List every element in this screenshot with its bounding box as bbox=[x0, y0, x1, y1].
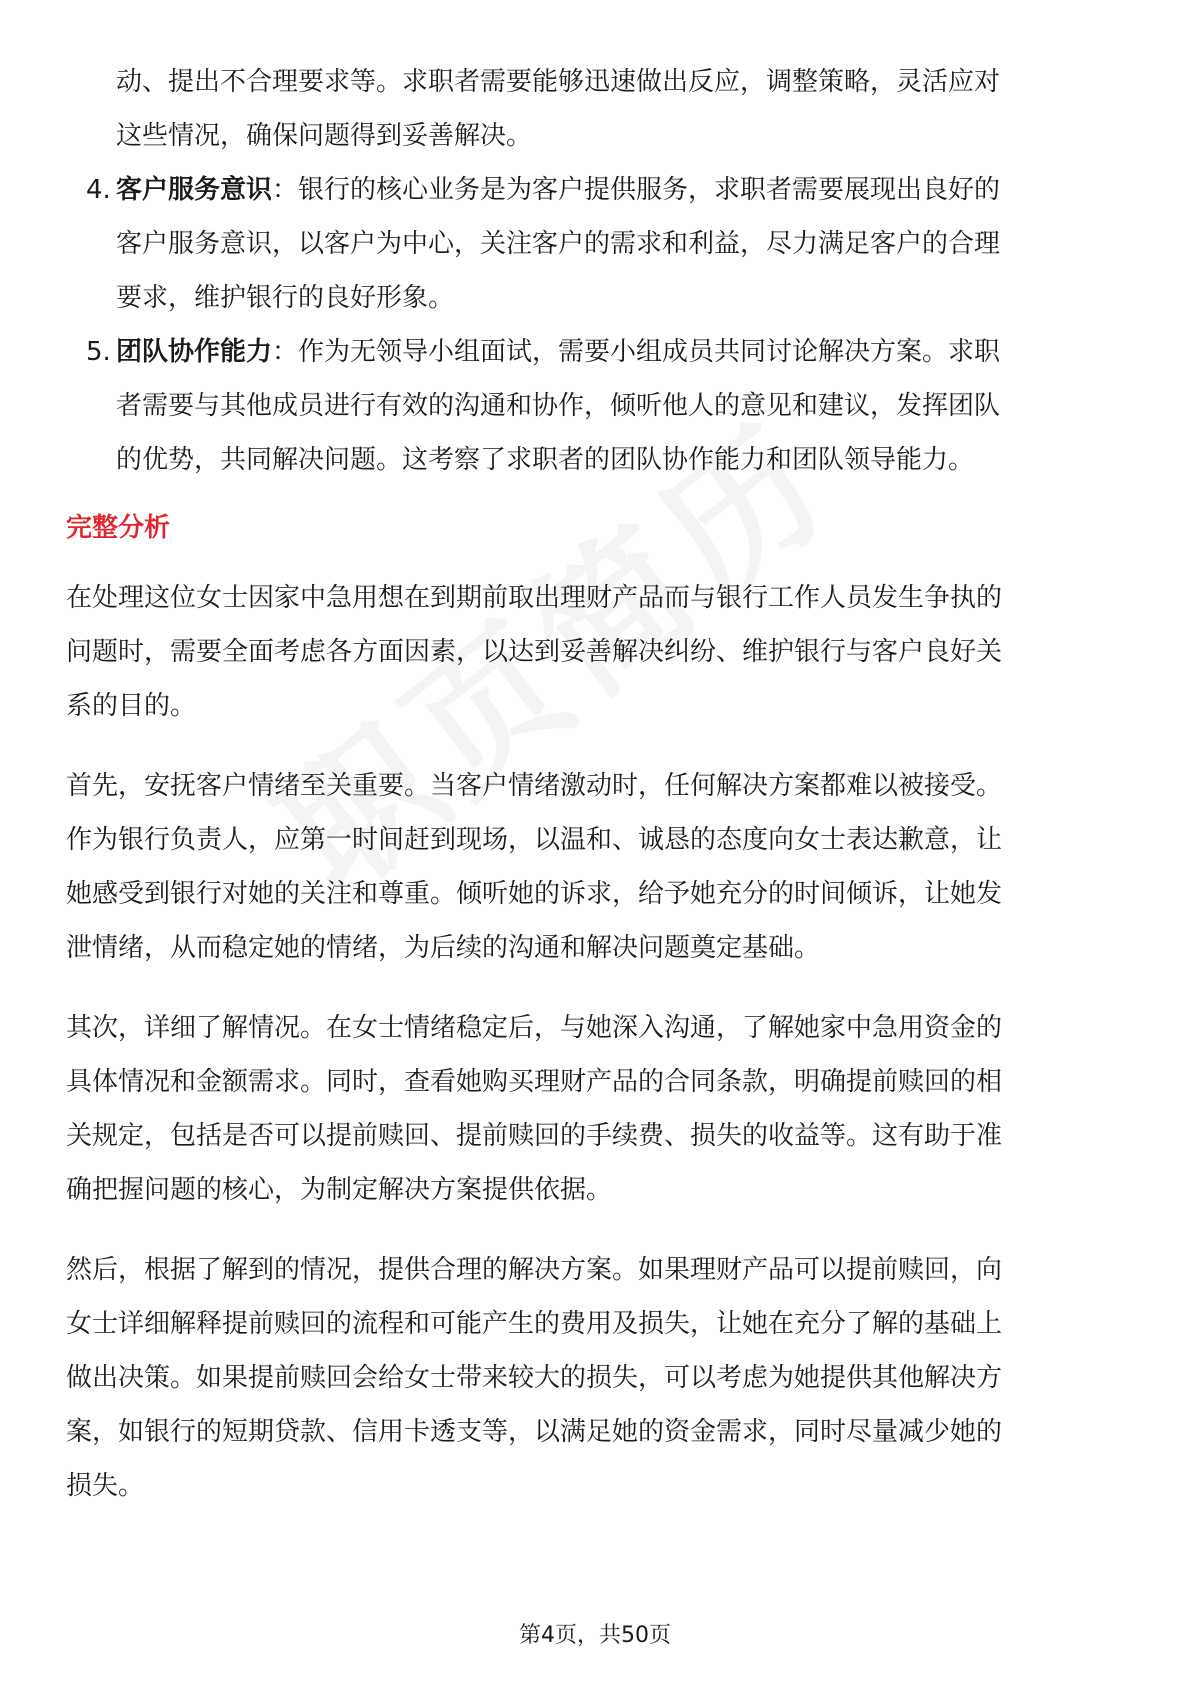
text-line: 客户服务意识，以客户为中心，关注客户的需求和利益，尽力满足客户的合理 bbox=[116, 229, 1001, 259]
text-line: 女士详细解释提前赎回的流程和可能产生的费用及损失，让她在充分了解的基础上 bbox=[66, 1309, 1003, 1339]
text-line: 首先，安抚客户情绪至关重要。当客户情绪激动时，任何解决方案都难以被接受。 bbox=[66, 771, 1003, 801]
text-line: 作为银行负责人，应第一时间赶到现场，以温和、诚恳的态度向女士表达歉意，让 bbox=[66, 825, 1003, 855]
text-line: 做出决策。如果提前赎回会给女士带来较大的损失，可以考虑为她提供其他解决方 bbox=[66, 1363, 1003, 1393]
list-item-title: 团队协作能力 bbox=[116, 337, 273, 367]
text-line: 泄情绪，从而稳定她的情绪，为后续的沟通和解决问题奠定基础。 bbox=[66, 933, 821, 963]
list-item-4 bbox=[116, 172, 1000, 208]
text-line: 的优势，共同解决问题。这考察了求职者的团队协作能力和团队领导能力。 bbox=[116, 445, 975, 475]
text-line: 确把握问题的核心，为制定解决方案提供依据。 bbox=[66, 1175, 613, 1205]
text-line: 损失。 bbox=[66, 1471, 145, 1501]
text-line: 这些情况，确保问题得到妥善解决。 bbox=[116, 121, 533, 151]
text-line: 要求，维护银行的良好形象。 bbox=[116, 283, 455, 313]
text-line: 案，如银行的短期贷款、信用卡透支等，以满足她的资金需求，同时尽量减少她的 bbox=[66, 1417, 1003, 1447]
text-line: 者需要与其他成员进行有效的沟通和协作，倾听他人的意见和建议，发挥团队 bbox=[116, 391, 1001, 421]
page-footer: 第4页，共50页 bbox=[519, 1623, 671, 1648]
list-item-text: ：作为无领导小组面试，需要小组成员共同讨论解决方案。求职 bbox=[272, 337, 1001, 367]
section-heading: 完整分析 bbox=[66, 513, 171, 543]
list-item-5 bbox=[116, 334, 1000, 370]
text-line: 问题时，需要全面考虑各方面因素，以达到妥善解决纠纷、维护银行与客户良好关 bbox=[66, 637, 1003, 667]
text-line: 在处理这位女士因家中急用想在到期前取出理财产品而与银行工作人员发生争执的 bbox=[66, 583, 1003, 613]
text-line: 系的目的。 bbox=[66, 691, 197, 721]
text-line: 动、提出不合理要求等。求职者需要能够迅速做出反应，调整策略，灵活应对 bbox=[116, 67, 1001, 97]
list-item-text: ：银行的核心业务是为客户提供服务，求职者需要展现出良好的 bbox=[272, 175, 1001, 205]
text-line: 关规定，包括是否可以提前赎回、提前赎回的手续费、损失的收益等。这有助于准 bbox=[66, 1121, 1003, 1151]
list-item-title: 客户服务意识 bbox=[116, 175, 273, 205]
list-number: 4. bbox=[86, 175, 111, 205]
text-line: 她感受到银行对她的关注和尊重。倾听她的诉求，给予她充分的时间倾诉，让她发 bbox=[66, 879, 1003, 909]
text-line: 然后，根据了解到的情况，提供合理的解决方案。如果理财产品可以提前赎回，向 bbox=[66, 1255, 1003, 1285]
text-line: 具体情况和金额需求。同时，查看她购买理财产品的合同条款，明确提前赎回的相 bbox=[66, 1067, 1003, 1097]
text-line: 其次，详细了解情况。在女士情绪稳定后，与她深入沟通，了解她家中急用资金的 bbox=[66, 1013, 1003, 1043]
list-number: 5. bbox=[86, 337, 111, 367]
